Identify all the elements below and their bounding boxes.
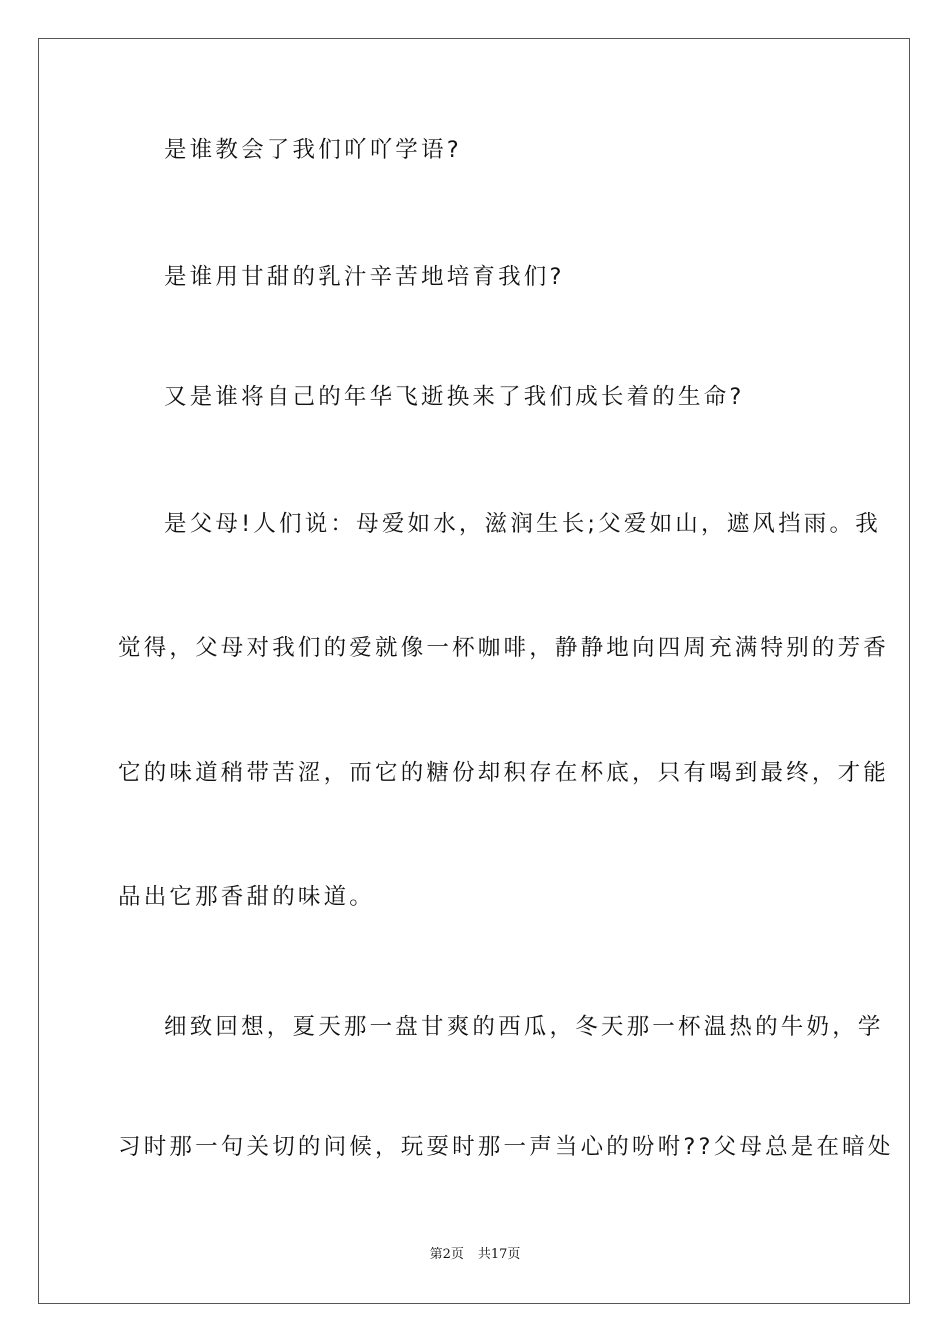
text-line-9: 习时那一句关切的问候，玩耍时那一声当心的吩咐??父母总是在暗处 <box>118 1134 894 1160</box>
text-line-3: 又是谁将自己的年华飞逝换来了我们成长着的生命? <box>164 384 745 410</box>
text-line-7: 品出它那香甜的味道。 <box>118 884 376 910</box>
text-line-1: 是谁教会了我们吖吖学语? <box>164 137 462 163</box>
page-number: 第2页 <box>429 1247 464 1262</box>
text-line-5: 觉得，父母对我们的爱就像一杯咖啡，静静地向四周充满特别的芳香 <box>118 635 890 661</box>
page-total: 共17页 <box>477 1247 521 1262</box>
page-border <box>38 38 910 1304</box>
page-footer <box>0 1246 950 1264</box>
text-line-4: 是父母!人们说：母爱如水，滋润生长;父爱如山，遮风挡雨。我 <box>164 511 881 537</box>
text-line-8: 细致回想，夏天那一盘甘爽的西瓜，冬天那一杯温热的牛奶，学 <box>164 1014 884 1040</box>
text-line-6: 它的味道稍带苦涩，而它的糖份却积存在杯底，只有喝到最终，才能 <box>118 760 890 786</box>
text-line-2: 是谁用甘甜的乳汁辛苦地培育我们? <box>164 264 565 290</box>
